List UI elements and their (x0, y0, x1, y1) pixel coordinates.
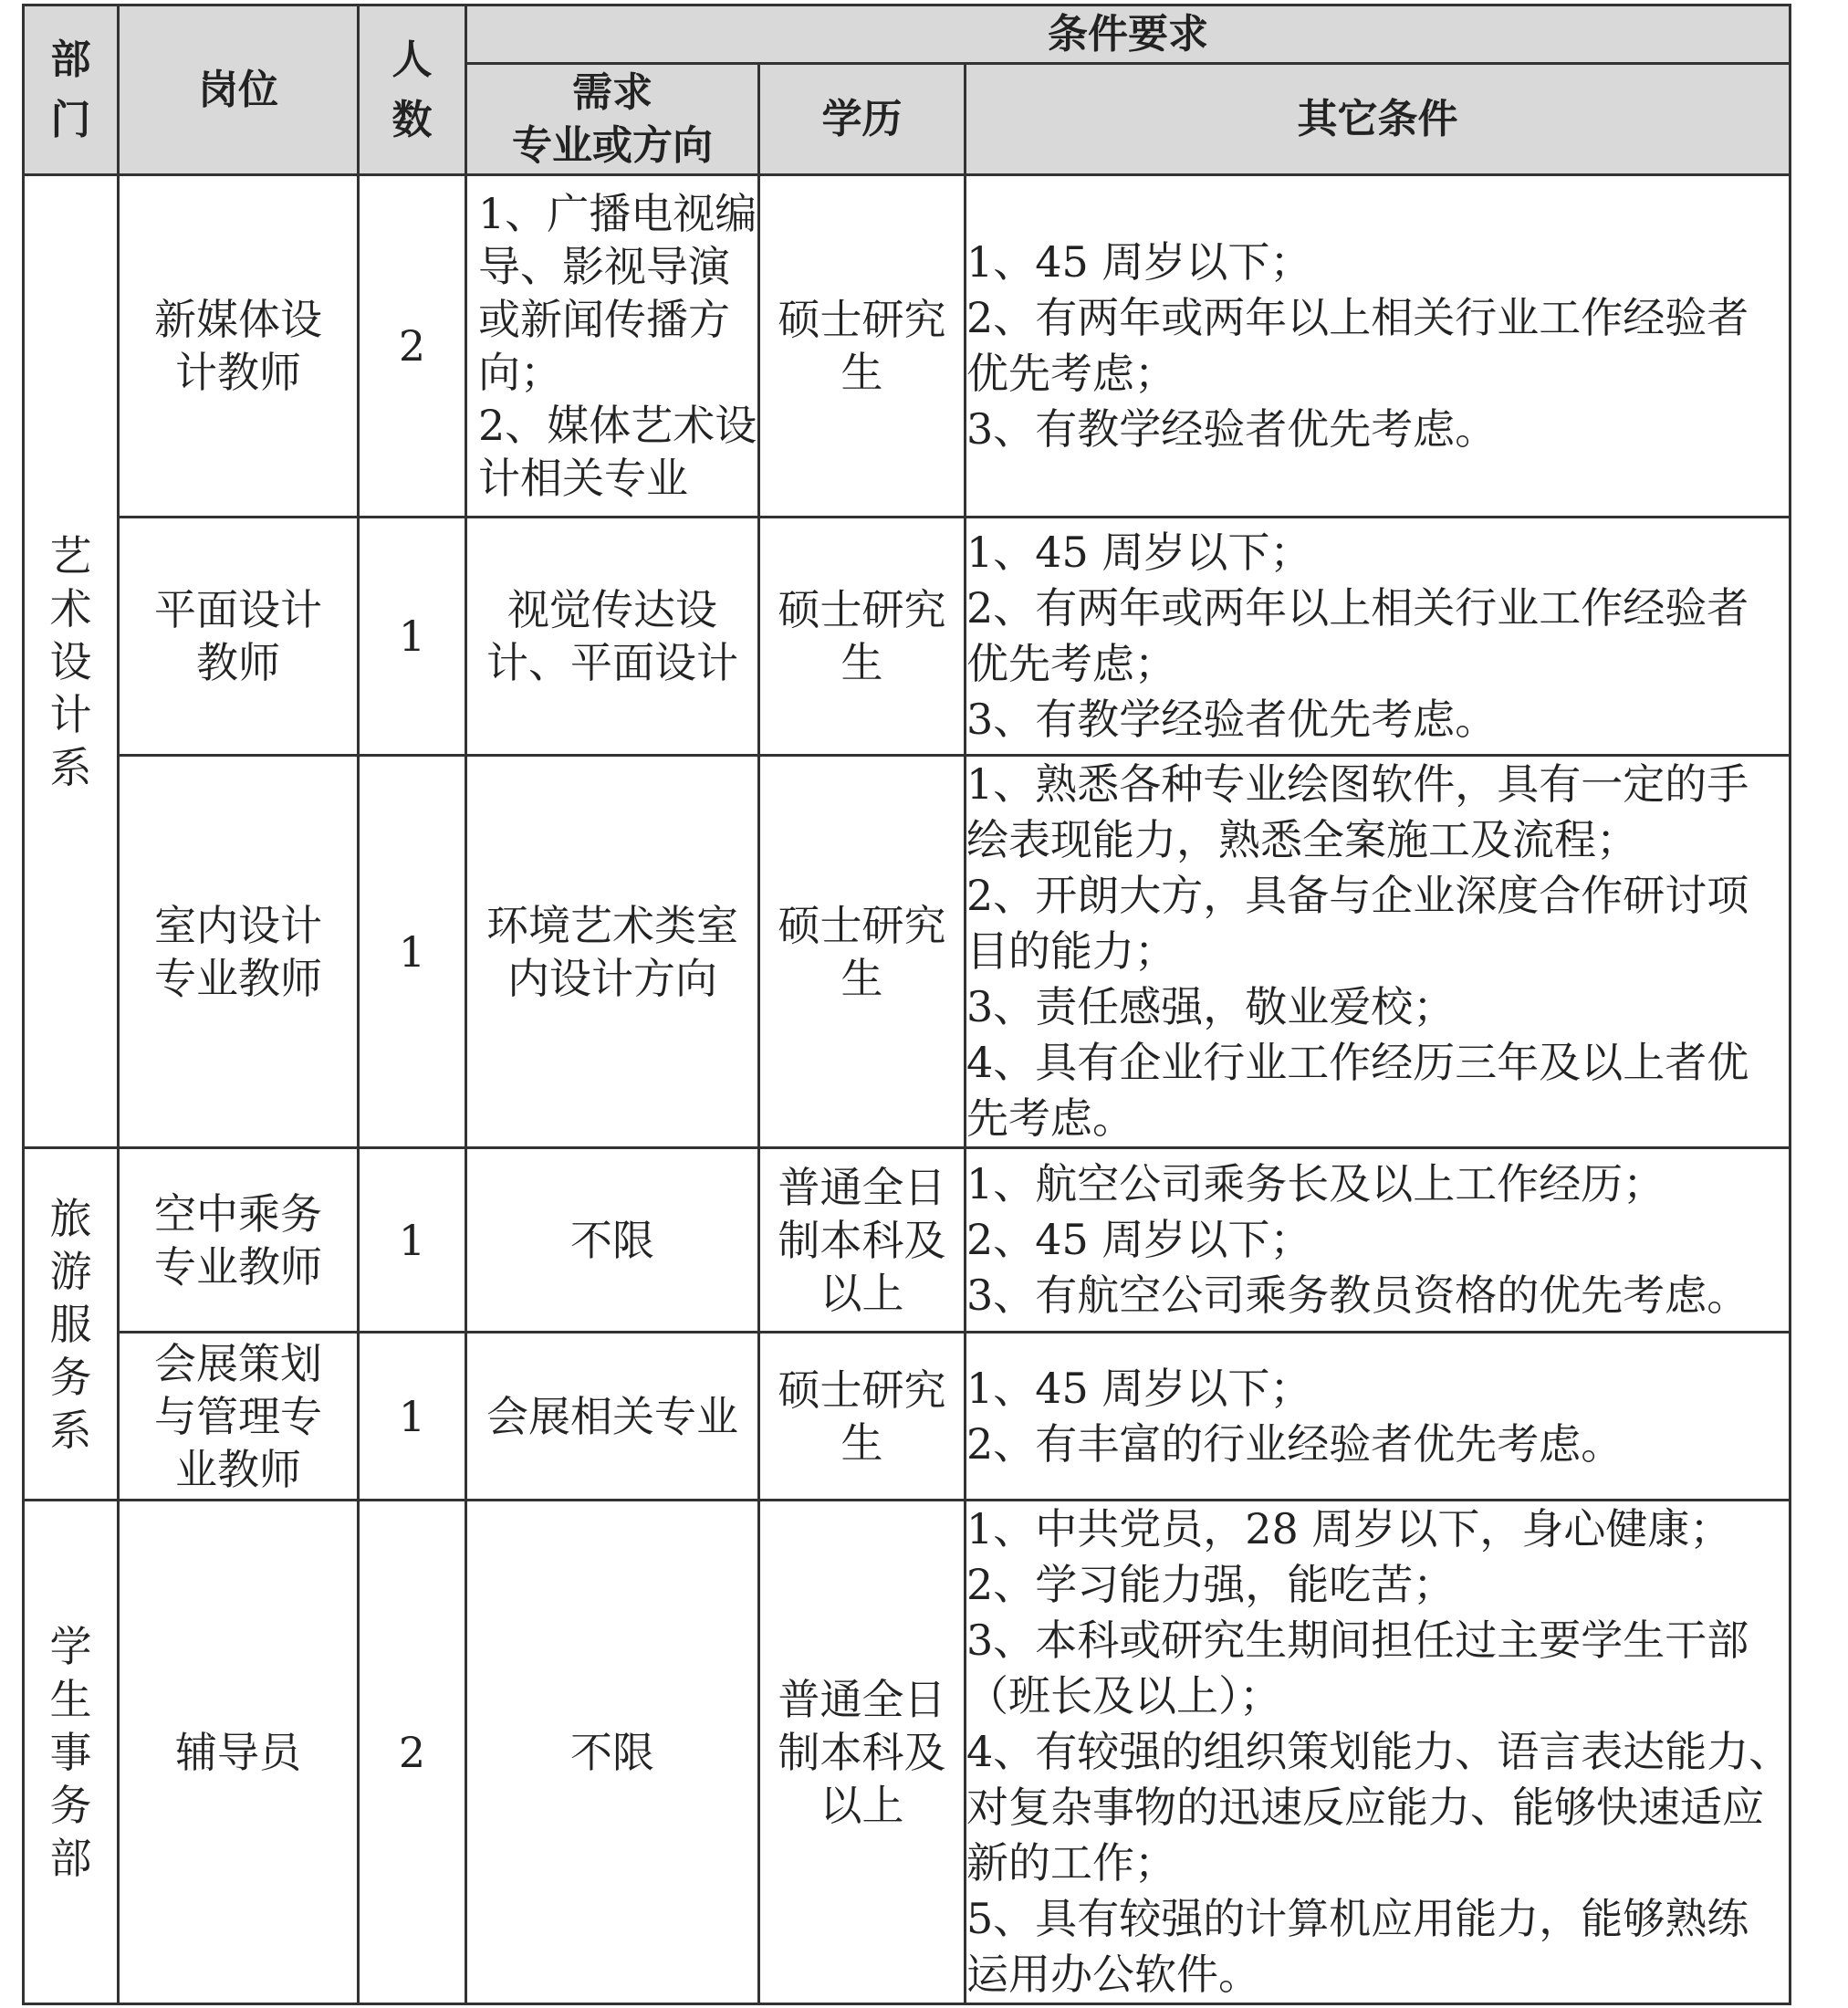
count-cell: 2 (359, 175, 466, 518)
header-other: 其它条件 (966, 64, 1791, 175)
major-cell: 视觉传达设 计、平面设计 (466, 518, 759, 756)
major-cell: 会展相关专业 (466, 1333, 759, 1501)
other-cell: 1、45 周岁以下； 2、有两年或两年以上相关行业工作经验者 优先考虑； 3、有教学经验者优先考虑。 (966, 518, 1791, 756)
other-cell: 1、熟悉各种专业绘图软件，具有一定的手 绘表现能力，熟悉全案施工及流程； 2、开朗大方，具备与企业深度合作研讨项 目的能力； 3、责任感强，敬业爱校； 4、具有企业行业工作经历三年及以上者优 先考虑。 (966, 756, 1791, 1148)
count-cell: 1 (359, 1333, 466, 1501)
post-cell: 新媒体设 计教师 (119, 175, 359, 518)
table-row (24, 1148, 1791, 1333)
major-cell: 不限 (466, 1148, 759, 1333)
education-cell: 普通全日 制本科及 以上 (759, 1501, 966, 2004)
other-cell: 1、45 周岁以下； 2、有丰富的行业经验者优先考虑。 (966, 1333, 1791, 1501)
header-dept: 部 门 (24, 5, 119, 175)
header-education: 学历 (759, 64, 966, 175)
recruitment-table (22, 4, 1791, 2005)
education-cell: 普通全日 制本科及 以上 (759, 1148, 966, 1333)
major-cell: 1、广播电视编 导、影视导演 或新闻传播方 向； 2、媒体艺术设 计相关专业 (466, 175, 759, 518)
post-cell: 室内设计 专业教师 (119, 756, 359, 1148)
header-major: 需求 专业或方向 (466, 64, 759, 175)
other-cell: 1、航空公司乘务长及以上工作经历； 2、45 周岁以下； 3、有航空公司乘务教员资格的优先考虑。 (966, 1148, 1791, 1333)
count-cell: 2 (359, 1501, 466, 2004)
post-cell: 空中乘务 专业教师 (119, 1148, 359, 1333)
table-row (24, 1333, 1791, 1501)
other-cell: 1、中共党员，28 周岁以下，身心健康； 2、学习能力强，能吃苦； 3、本科或研究生期间担任过主要学生干部 （班长及以上）； 4、有较强的组织策划能力、语言表达能力、 对复杂事物的迅速反应能力、能够快速适应 新的工作； 5、具有较强的计算机应用能力，能够熟练 运用办公软件。 (966, 1501, 1791, 2004)
header-row-1 (24, 5, 1791, 64)
count-cell: 1 (359, 756, 466, 1148)
education-cell: 硕士研究 生 (759, 518, 966, 756)
post-cell: 会展策划 与管理专 业教师 (119, 1333, 359, 1501)
header-post: 岗位 (119, 5, 359, 175)
header-requirements: 条件要求 (466, 5, 1791, 64)
education-cell: 硕士研究 生 (759, 756, 966, 1148)
education-cell: 硕士研究 生 (759, 1333, 966, 1501)
count-cell: 1 (359, 1148, 466, 1333)
table-row (24, 175, 1791, 518)
other-cell: 1、45 周岁以下； 2、有两年或两年以上相关行业工作经验者 优先考虑； 3、有教学经验者优先考虑。 (966, 175, 1791, 518)
major-cell: 环境艺术类室 内设计方向 (466, 756, 759, 1148)
post-cell: 平面设计 教师 (119, 518, 359, 756)
post-cell: 辅导员 (119, 1501, 359, 2004)
education-cell: 硕士研究 生 (759, 175, 966, 518)
table-row (24, 1501, 1791, 2004)
major-cell: 不限 (466, 1501, 759, 2004)
dept-cell: 学 生 事 务 部 (24, 1501, 119, 2004)
table-row (24, 518, 1791, 756)
table-row (24, 756, 1791, 1148)
dept-cell: 艺 术 设 计 系 (24, 175, 119, 1148)
dept-cell: 旅 游 服 务 系 (24, 1148, 119, 1501)
count-cell: 1 (359, 518, 466, 756)
header-count: 人 数 (359, 5, 466, 175)
